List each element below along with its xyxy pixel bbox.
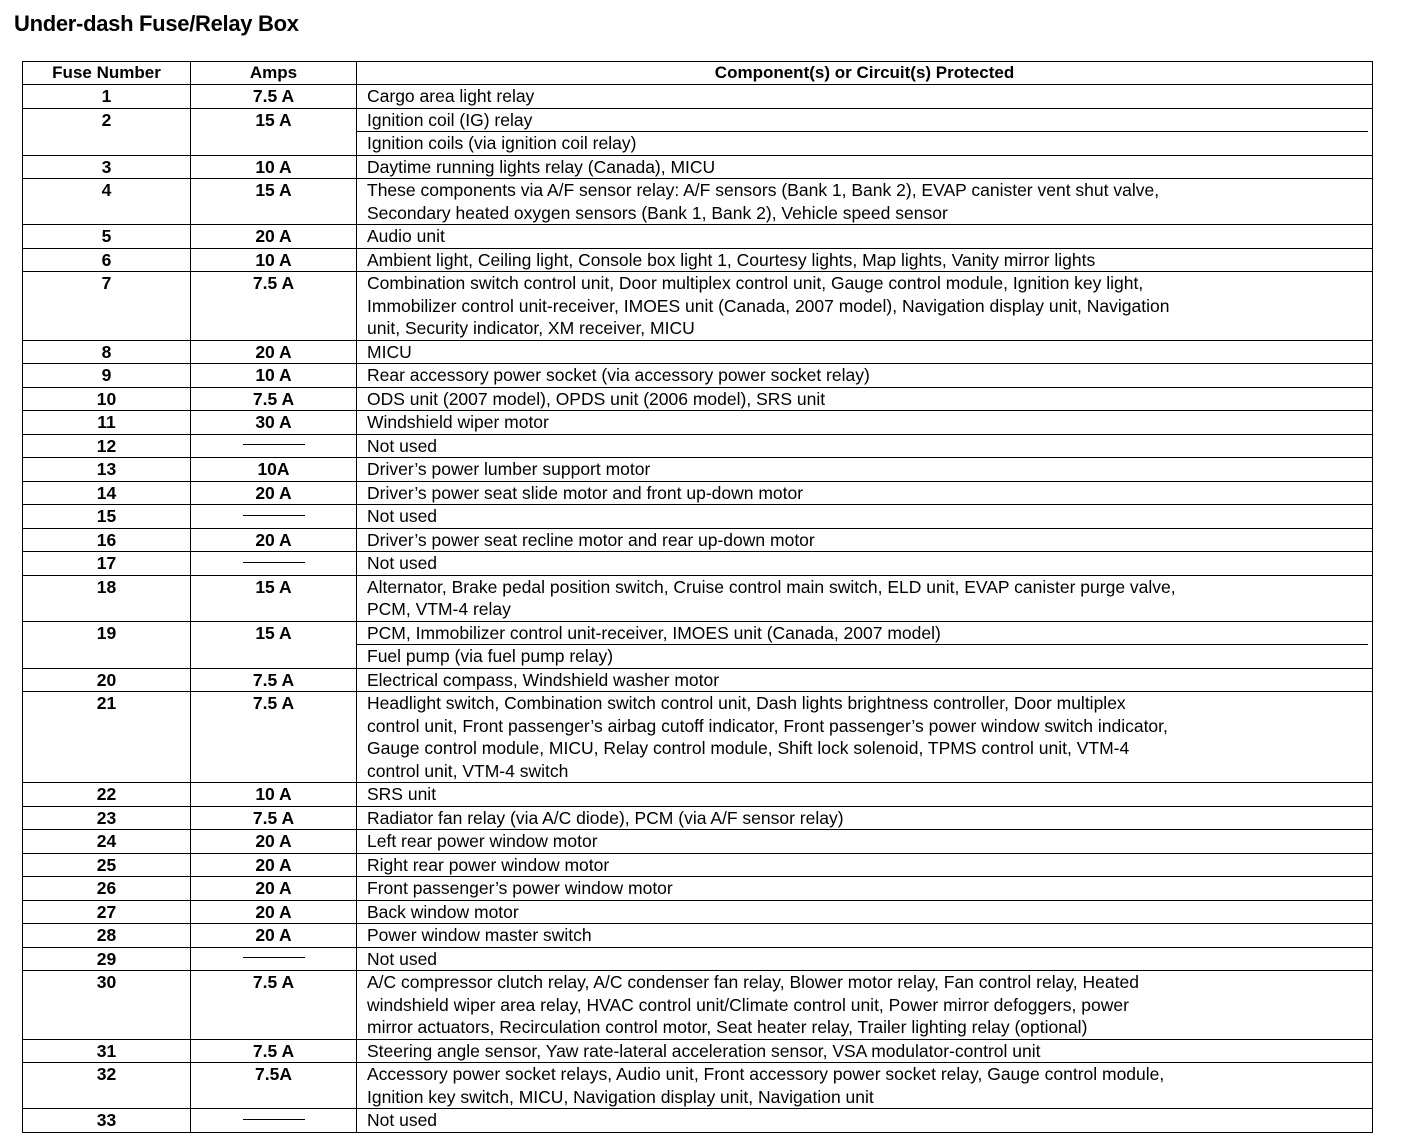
table-row <box>23 481 1373 505</box>
component-line: Ignition key switch, MICU, Navigation display unit, Navigation unit <box>367 1086 874 1107</box>
table-row <box>23 387 1373 411</box>
amps-cell: 20 A <box>191 225 357 249</box>
component-cell <box>357 1039 1373 1063</box>
component-line: Left rear power window motor <box>367 831 598 851</box>
component-cell <box>357 434 1373 458</box>
fuse-number-cell: 33 <box>23 1109 191 1133</box>
component-line: MICU <box>367 341 412 362</box>
fuse-number-cell: 16 <box>23 528 191 552</box>
fuse-number-cell: 23 <box>23 806 191 830</box>
table-row <box>23 364 1373 388</box>
component-line: Fuel pump (via fuel pump relay) <box>357 644 1368 668</box>
amps-cell: 10 A <box>191 364 357 388</box>
fuse-number-cell: 14 <box>23 481 191 505</box>
fuse-number-cell: 27 <box>23 900 191 924</box>
component-line: Not used <box>367 506 438 526</box>
fuse-number-cell: 7 <box>23 272 191 341</box>
table-row <box>23 411 1373 435</box>
table-row <box>23 692 1373 783</box>
header-amps: Amps <box>191 62 357 85</box>
not-used-dash <box>243 562 305 563</box>
component-line: unit, Security indicator, XM receiver, MICU <box>367 318 695 338</box>
component-cell <box>357 853 1373 877</box>
table-row <box>23 179 1373 225</box>
table-row <box>23 528 1373 552</box>
not-used-dash <box>243 444 305 445</box>
component-line: Driver’s power seat recline motor and rear up-down motor <box>367 529 815 550</box>
amps-cell <box>191 1109 357 1133</box>
fuse-number-cell: 10 <box>23 387 191 411</box>
component-line: Ignition coil (IG) relay <box>367 109 533 130</box>
component-cell <box>357 947 1373 971</box>
component-line: Steering angle sensor, Yaw rate-lateral acceleration sensor, VSA modulator-control unit <box>367 1040 1041 1061</box>
table-row <box>23 225 1373 249</box>
fuse-number-cell: 1 <box>23 85 191 109</box>
component-line: ODS unit (2007 model), OPDS unit (2006 model), SRS unit <box>367 388 826 409</box>
component-line: Electrical compass, Windshield washer motor <box>367 669 720 690</box>
fuse-number-cell: 4 <box>23 179 191 225</box>
table-row <box>23 853 1373 877</box>
amps-cell: 10 A <box>191 248 357 272</box>
component-line: Ignition coils (via ignition coil relay) <box>357 131 1368 155</box>
component-line: PCM, Immobilizer control unit-receiver, IMOES unit (Canada, 2007 model) <box>367 622 941 643</box>
amps-cell: 10 A <box>191 783 357 807</box>
component-cell <box>357 783 1373 807</box>
component-cell <box>357 668 1373 692</box>
not-used-dash <box>243 515 305 516</box>
component-line: Secondary heated oxygen sensors (Bank 1, Bank 2), Vehicle speed sensor <box>367 202 948 223</box>
component-cell <box>357 552 1373 576</box>
component-cell <box>357 1109 1373 1133</box>
component-cell <box>357 877 1373 901</box>
amps-cell: 7.5 A <box>191 971 357 1040</box>
amps-cell <box>191 947 357 971</box>
component-line: Back window motor <box>367 901 519 922</box>
fuse-number-cell: 20 <box>23 668 191 692</box>
amps-cell: 15 A <box>191 575 357 621</box>
component-line: Windshield wiper motor <box>367 412 549 432</box>
component-line: Not used <box>367 553 438 573</box>
amps-cell: 7.5 A <box>191 1039 357 1063</box>
component-cell <box>357 248 1373 272</box>
page-title: Under-dash Fuse/Relay Box <box>14 11 299 36</box>
table-row <box>23 877 1373 901</box>
table-row <box>23 668 1373 692</box>
fuse-table-body <box>23 85 1373 1133</box>
table-row <box>23 85 1373 109</box>
amps-cell: 7.5A <box>191 1063 357 1109</box>
fuse-number-cell: 28 <box>23 924 191 948</box>
fuse-number-cell: 6 <box>23 248 191 272</box>
fuse-number-cell: 29 <box>23 947 191 971</box>
component-line: Right rear power window motor <box>367 854 610 875</box>
table-row <box>23 621 1373 668</box>
amps-cell: 10A <box>191 458 357 482</box>
not-used-dash <box>243 957 305 958</box>
component-line: mirror actuators, Recirculation control motor, Seat heater relay, Trailer lighting relay (optional) <box>367 1017 1088 1037</box>
component-cell <box>357 575 1373 621</box>
component-line: Radiator fan relay (via A/C diode), PCM (via A/F sensor relay) <box>367 807 844 828</box>
table-row <box>23 340 1373 364</box>
table-row <box>23 248 1373 272</box>
fuse-number-cell: 17 <box>23 552 191 576</box>
component-line: Power window master switch <box>367 925 592 945</box>
fuse-number-cell: 2 <box>23 108 191 155</box>
component-cell <box>357 364 1373 388</box>
component-line: Rear accessory power socket (via accessory power socket relay) <box>367 365 870 385</box>
component-line: windshield wiper area relay, HVAC control unit/Climate control unit, Power mirror defoggers, power <box>367 994 1129 1015</box>
table-row <box>23 783 1373 807</box>
amps-cell: 20 A <box>191 340 357 364</box>
fuse-number-cell: 32 <box>23 1063 191 1109</box>
fuse-table <box>22 61 1373 1133</box>
fuse-number-cell: 30 <box>23 971 191 1040</box>
component-cell <box>357 179 1373 225</box>
amps-cell: 7.5 A <box>191 668 357 692</box>
table-row <box>23 971 1373 1040</box>
table-row <box>23 108 1373 155</box>
amps-cell: 7.5 A <box>191 387 357 411</box>
amps-cell: 15 A <box>191 621 357 668</box>
table-row <box>23 830 1373 854</box>
table-row <box>23 1039 1373 1063</box>
component-cell <box>357 387 1373 411</box>
component-line: control unit, Front passenger’s airbag cutoff indicator, Front passenger’s power window switch indicator, <box>367 715 1168 736</box>
fuse-number-cell: 5 <box>23 225 191 249</box>
table-row <box>23 1063 1373 1109</box>
amps-cell: 7.5 A <box>191 806 357 830</box>
table-row <box>23 1109 1373 1133</box>
fuse-number-cell: 25 <box>23 853 191 877</box>
component-line: Alternator, Brake pedal position switch, Cruise control main switch, ELD unit, EVAP canister purge valve, <box>367 576 1176 597</box>
component-cell <box>357 272 1373 341</box>
component-cell <box>357 971 1373 1040</box>
header-fuse-number: Fuse Number <box>23 62 191 85</box>
not-used-dash <box>243 1119 305 1120</box>
component-line: Cargo area light relay <box>367 86 535 106</box>
component-cell <box>357 85 1373 109</box>
fuse-number-cell: 8 <box>23 340 191 364</box>
component-line: Daytime running lights relay (Canada), MICU <box>367 156 716 177</box>
fuse-number-cell: 13 <box>23 458 191 482</box>
table-row <box>23 434 1373 458</box>
component-line: Front passenger’s power window motor <box>367 878 673 898</box>
amps-cell: 10 A <box>191 155 357 179</box>
table-row <box>23 458 1373 482</box>
component-line: Immobilizer control unit-receiver, IMOES unit (Canada, 2007 model), Navigation display unit, Navigation <box>367 295 1170 316</box>
amps-cell <box>191 434 357 458</box>
table-row <box>23 505 1373 529</box>
component-line: Audio unit <box>367 226 445 246</box>
component-line: Gauge control module, MICU, Relay control module, Shift lock solenoid, TPMS control unit, VTM-4 <box>367 738 1130 758</box>
amps-cell: 15 A <box>191 179 357 225</box>
component-line: PCM, VTM-4 relay <box>367 599 511 619</box>
component-line: Driver’s power lumber support motor <box>367 459 651 479</box>
table-row <box>23 575 1373 621</box>
fuse-number-cell: 12 <box>23 434 191 458</box>
table-row <box>23 552 1373 576</box>
fuse-number-cell: 18 <box>23 575 191 621</box>
table-row <box>23 155 1373 179</box>
amps-cell: 7.5 A <box>191 692 357 783</box>
component-cell <box>357 411 1373 435</box>
amps-cell <box>191 505 357 529</box>
fuse-number-cell: 22 <box>23 783 191 807</box>
component-line: Ambient light, Ceiling light, Console box light 1, Courtesy lights, Map lights, Vanity mirror lights <box>367 249 1096 270</box>
component-line: Not used <box>367 948 438 969</box>
component-line: Not used <box>367 1110 438 1130</box>
fuse-number-cell: 15 <box>23 505 191 529</box>
component-cell <box>357 830 1373 854</box>
amps-cell: 20 A <box>191 877 357 901</box>
amps-cell: 7.5 A <box>191 85 357 109</box>
component-line: Accessory power socket relays, Audio unit, Front accessory power socket relay, Gauge control module, <box>367 1064 1165 1084</box>
fuse-number-cell: 3 <box>23 155 191 179</box>
fuse-number-cell: 19 <box>23 621 191 668</box>
fuse-number-cell: 24 <box>23 830 191 854</box>
amps-cell: 20 A <box>191 528 357 552</box>
component-line: control unit, VTM-4 switch <box>367 760 569 781</box>
fuse-number-cell: 31 <box>23 1039 191 1063</box>
amps-cell: 30 A <box>191 411 357 435</box>
header-row <box>23 62 1373 85</box>
amps-cell: 15 A <box>191 108 357 155</box>
component-cell <box>357 108 1373 155</box>
component-cell <box>357 481 1373 505</box>
component-cell <box>357 806 1373 830</box>
component-cell <box>357 528 1373 552</box>
component-cell <box>357 924 1373 948</box>
component-line: Headlight switch, Combination switch control unit, Dash lights brightness controller, Door multiplex <box>367 693 1126 713</box>
amps-cell: 20 A <box>191 900 357 924</box>
amps-cell: 20 A <box>191 830 357 854</box>
table-row <box>23 924 1373 948</box>
table-row <box>23 947 1373 971</box>
amps-cell <box>191 552 357 576</box>
amps-cell: 20 A <box>191 853 357 877</box>
table-row <box>23 272 1373 341</box>
component-line: SRS unit <box>367 784 437 804</box>
component-line: These components via A/F sensor relay: A/F sensors (Bank 1, Bank 2), EVAP canister vent shut valve, <box>367 180 1160 200</box>
component-cell <box>357 621 1373 668</box>
component-line: Not used <box>367 435 438 456</box>
component-line: Combination switch control unit, Door multiplex control unit, Gauge control module, Ignition key light, <box>367 273 1144 293</box>
component-cell <box>357 340 1373 364</box>
amps-cell: 20 A <box>191 481 357 505</box>
fuse-number-cell: 11 <box>23 411 191 435</box>
component-cell <box>357 1063 1373 1109</box>
amps-cell: 20 A <box>191 924 357 948</box>
fuse-number-cell: 21 <box>23 692 191 783</box>
component-line: Driver’s power seat slide motor and front up-down motor <box>367 482 804 503</box>
component-cell <box>357 155 1373 179</box>
component-cell <box>357 225 1373 249</box>
table-row <box>23 806 1373 830</box>
component-cell <box>357 692 1373 783</box>
fuse-number-cell: 26 <box>23 877 191 901</box>
component-cell <box>357 458 1373 482</box>
fuse-number-cell: 9 <box>23 364 191 388</box>
component-cell <box>357 900 1373 924</box>
table-row <box>23 900 1373 924</box>
amps-cell: 7.5 A <box>191 272 357 341</box>
header-components: Component(s) or Circuit(s) Protected <box>357 62 1373 85</box>
component-line: A/C compressor clutch relay, A/C condenser fan relay, Blower motor relay, Fan control relay, Heated <box>367 972 1139 992</box>
component-cell <box>357 505 1373 529</box>
